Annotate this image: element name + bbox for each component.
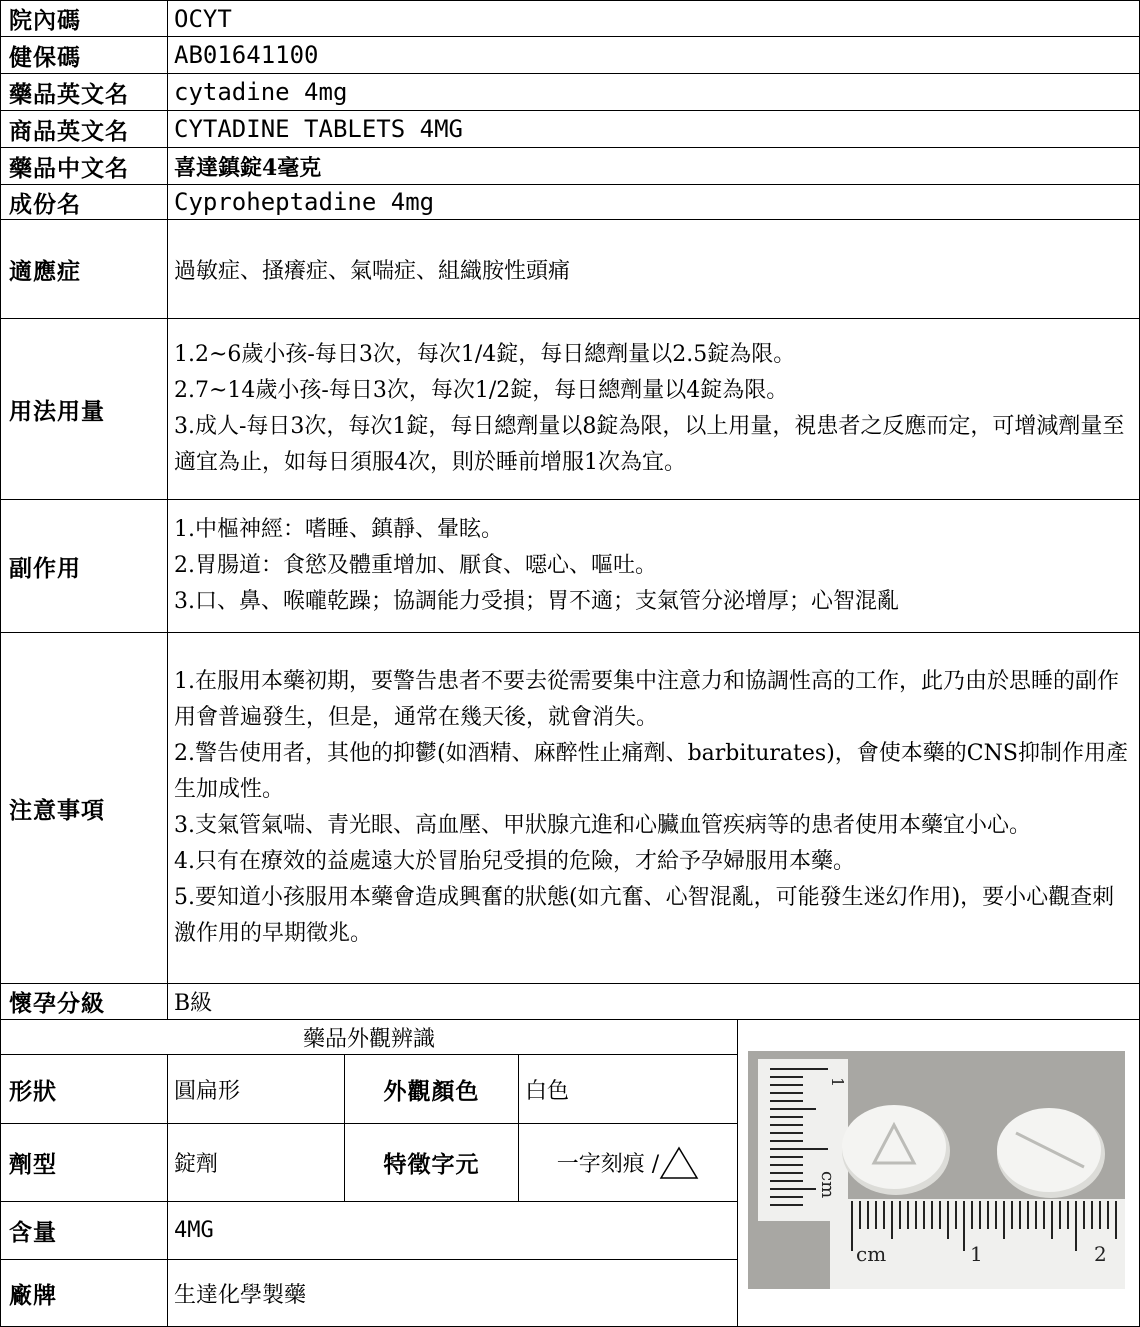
color-value: 白色 [518,1054,738,1124]
drug-en-name-label: 藥品英文名 [0,73,168,111]
tablet-photo-image [748,1051,1125,1289]
hospital-code-label: 院內碼 [0,0,168,37]
maker-label: 廠牌 [0,1259,168,1327]
marking-text: 一字刻痕 / [556,1152,660,1177]
tablet-front [842,1105,946,1189]
pregnancy-value: B級 [167,983,1140,1020]
horizontal-ruler-unit: cm [856,1242,887,1266]
horizontal-ruler-tick-2: 2 [1094,1242,1107,1266]
ingredient-value: Cyproheptadine 4mg [167,184,1140,220]
side-effects-label: 副作用 [0,499,168,633]
side-effects-line-1: 1.中樞神經：嗜睡、鎮靜、暈眩。 [174,517,503,542]
strength-label: 含量 [0,1201,168,1260]
color-label: 外觀顏色 [344,1054,519,1124]
appearance-header: 藥品外觀辨識 [0,1019,738,1055]
brand-en-name-value: CYTADINE TABLETS 4MG [167,110,1140,148]
nhi-code-value: AB01641100 [167,36,1140,74]
drug-zh-name-value: 喜達鎮錠4毫克 [167,147,1140,185]
ingredient-label: 成份名 [0,184,168,220]
brand-en-name-label: 商品英文名 [0,110,168,148]
side-effects-value [167,499,1140,633]
strength-value: 4MG [167,1201,738,1260]
marking-value [518,1123,738,1202]
precautions-line-2: 2.警告使用者，其他的抑鬱(如酒精、麻醉性止痛劑、barbiturates)，會使本藥的CNS抑制作用產生加成性。 [174,741,1128,802]
shape-value: 圓扁形 [167,1054,345,1124]
dosage-line-1: 1.2~6歲小孩-每日3次，每次1/4錠，每日總劑量以2.5錠為限。 [174,342,796,367]
drug-en-name-value: cytadine 4mg [167,73,1140,111]
maker-value: 生達化學製藥 [167,1259,738,1327]
dosage-line-3: 3.成人-每日3次，每次1錠，每日總劑量以8錠為限，以上用量，視患者之反應而定，可增減劑量至適宜為止，如每日須服4次，則於睡前增服1次為宜。 [174,414,1125,475]
pregnancy-label: 懷孕分級 [0,983,168,1020]
tablet-photo [748,1051,1125,1289]
precautions-value [167,632,1140,984]
indication-label: 適應症 [0,219,168,319]
vertical-ruler-tick-1: 1 [828,1077,847,1088]
form-value: 錠劑 [167,1123,345,1202]
side-effects-line-3: 3.口、鼻、喉嚨乾躁；協調能力受損；胃不適；支氣管分泌增厚；心智混亂 [174,589,899,614]
hospital-code-value: OCYT [167,0,1140,37]
triangle-mark-icon [659,1146,699,1180]
dosage-label: 用法用量 [0,318,168,500]
dosage-value [167,318,1140,500]
form-label: 劑型 [0,1123,168,1202]
side-effects-line-2: 2.胃腸道：食慾及體重增加、厭食、噁心、嘔吐。 [174,553,657,578]
drug-zh-name-label: 藥品中文名 [0,147,168,185]
dosage-line-2: 2.7~14歲小孩-每日3次，每次1/2錠，每日總劑量以4錠為限。 [174,378,789,403]
precautions-line-4: 4.只有在療效的益處遠大於冒胎兒受損的危險，才給予孕婦服用本藥。 [174,849,855,874]
shape-label: 形狀 [0,1054,168,1124]
precautions-line-3: 3.支氣管氣喘、青光眼、高血壓、甲狀腺亢進和心臟血管疾病等的患者使用本藥宜小心。 [174,813,1031,838]
precautions-line-5: 5.要知道小孩服用本藥會造成興奮的狀態(如亢奮、心智混亂，可能發生迷幻作用)，要小心觀查刺激作用的早期徵兆。 [174,885,1115,946]
indication-value: 過敏症、搔癢症、氣喘症、組織胺性頭痛 [167,219,1140,319]
nhi-code-label: 健保碼 [0,36,168,74]
precautions-label: 注意事項 [0,632,168,984]
marking-label: 特徵字元 [344,1123,519,1202]
precautions-line-1: 1.在服用本藥初期，要警告患者不要去從需要集中注意力和協調性高的工作，此乃由於思睡的副作用會普遍發生，但是，通常在幾天後，就會消失。 [174,669,1119,730]
vertical-ruler-unit: cm [817,1171,838,1199]
horizontal-ruler-tick-1: 1 [970,1242,983,1266]
